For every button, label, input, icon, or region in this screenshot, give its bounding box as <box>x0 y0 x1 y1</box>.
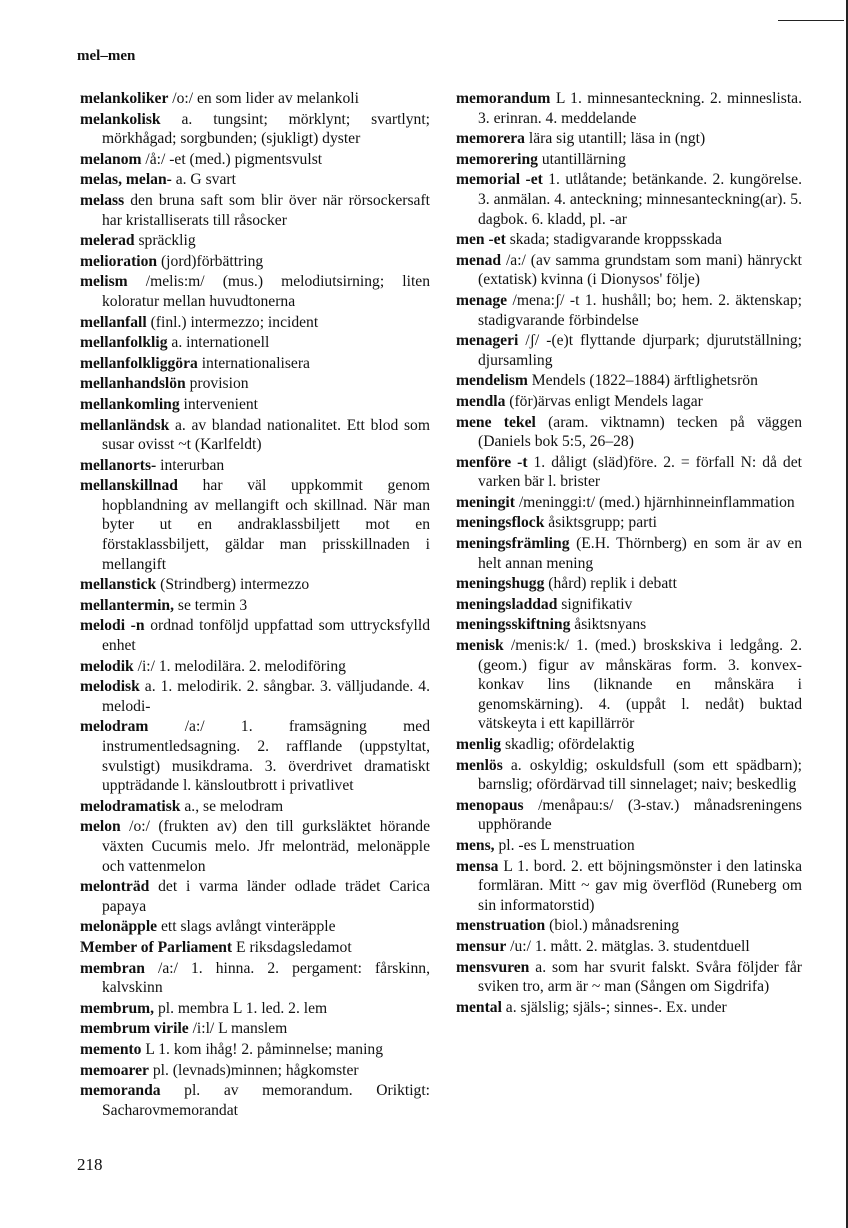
entry-headword: mellanhandslön <box>80 375 186 393</box>
entry-headword: melanom <box>80 150 142 168</box>
entry-headword: memoranda <box>80 1082 161 1100</box>
entry-headword: mellanfolklig <box>80 334 168 352</box>
entry-definition: intervenient <box>179 395 259 413</box>
right-column <box>456 89 802 1018</box>
dictionary-entry <box>80 1019 430 1039</box>
dictionary-entry <box>456 958 802 997</box>
entry-definition: a. 1. melodirik. 2. sångbar. 3. välljudande. 4. melodi- <box>102 678 430 715</box>
entry-headword: mensa <box>456 857 499 875</box>
entry-headword: menad <box>456 251 502 269</box>
dictionary-entry <box>80 999 430 1019</box>
dictionary-entry <box>456 413 802 452</box>
entry-headword: melass <box>80 191 125 209</box>
entry-definition: det i varma länder odlade trädet Carica papaya <box>102 878 430 915</box>
entry-definition: L 1. bord. 2. ett böjningsmönster i den latinska formläran. Mitt ~ gav mig överflöd (Runeberg om sin informatorstid) <box>478 857 802 914</box>
entry-headword: mensur <box>456 937 507 955</box>
dictionary-entry <box>80 252 430 272</box>
entry-headword: mendelism <box>456 372 528 390</box>
entry-headword: meningit <box>456 493 515 511</box>
entry-definition: internationalisera <box>197 354 310 372</box>
dictionary-entry <box>456 371 802 391</box>
dictionary-entry <box>80 1081 430 1120</box>
entry-headword: meningsflock <box>456 514 545 532</box>
entry-headword: menisk <box>456 637 504 655</box>
entry-definition: (för)ärvas enligt Mendels lagar <box>505 392 703 410</box>
entry-definition: a. av blandad nationalitet. Ett blod som susar ovisst ~t (Karlfeldt) <box>102 416 430 454</box>
dictionary-entry <box>456 513 802 533</box>
dictionary-entry <box>80 272 430 311</box>
entry-headword: memoarer <box>80 1061 149 1079</box>
entry-definition: se termin 3 <box>173 596 248 614</box>
dictionary-entry <box>80 170 430 190</box>
entry-definition: ett slags avlångt vinteräpple <box>157 918 336 936</box>
entry-definition: a. internationell <box>167 334 270 352</box>
entry-definition: (finl.) intermezzo; incident <box>146 313 319 331</box>
dictionary-entry <box>80 817 430 876</box>
entry-definition: ordnad tonföljd uppfattad som uttrycksfylld enhet <box>102 617 431 655</box>
dictionary-entry <box>456 636 802 734</box>
entry-headword: melodramatisk <box>80 797 181 815</box>
entry-definition: åsiktsgrupp; parti <box>544 514 657 532</box>
entry-headword: meningsladdad <box>456 595 558 613</box>
dictionary-entry <box>456 230 802 250</box>
dictionary-entry <box>80 110 430 149</box>
entry-definition: (E.H. Thörnberg) en som är av en helt annan mening <box>478 535 802 572</box>
left-column <box>80 89 430 1121</box>
dictionary-entry <box>80 150 430 170</box>
entry-definition: /meninggi:t/ (med.) hjärnhinneinflammation <box>514 493 795 511</box>
entry-definition: signifikativ <box>557 595 633 613</box>
dictionary-entry <box>80 938 430 958</box>
entry-headword: melodi -n <box>80 617 145 635</box>
entry-headword: melonäpple <box>80 918 158 936</box>
dictionary-entry <box>80 717 430 795</box>
entry-definition: /melis:m/ (mus.) melodiutsirning; liten koloratur mellan huvudtonerna <box>102 273 430 310</box>
dictionary-entry <box>456 998 802 1018</box>
entry-headword: melodram <box>80 718 149 736</box>
dictionary-entry <box>80 416 430 455</box>
dictionary-entry <box>80 231 430 251</box>
entry-headword: melankolisk <box>80 110 161 128</box>
entry-headword: memorering <box>456 150 538 168</box>
entry-headword: melas, melan- <box>80 171 172 189</box>
entry-definition: spräcklig <box>134 232 196 250</box>
entry-definition: a. själslig; själs-; sinnes-. Ex. under <box>501 998 727 1016</box>
entry-definition: L 1. kom ihåg! 2. påminnelse; maning <box>141 1040 383 1058</box>
entry-headword: memorera <box>456 130 525 148</box>
entry-definition: åsiktsnyans <box>570 616 647 634</box>
entry-definition: /i:l/ L manslem <box>188 1020 288 1038</box>
dictionary-entry <box>456 595 802 615</box>
entry-headword: menstruation <box>456 917 546 935</box>
entry-definition: /a:/ (av samma grundstam som mani) hänryckt (extatisk) kvinna (i Dionysos' följe) <box>478 251 802 289</box>
dictionary-entry <box>456 150 802 170</box>
entry-definition: E riksdagsledamot <box>232 938 352 956</box>
entry-headword: mens, <box>456 836 495 854</box>
entry-headword: mene tekel <box>456 413 536 431</box>
dictionary-entry <box>80 657 430 677</box>
dictionary-entry <box>80 1040 430 1060</box>
entry-definition: interurban <box>156 456 225 474</box>
entry-definition: /a:/ 1. framsägning med instrumentledsagning. 2. rafflande (uppstyltat, svulstigt) musikdrama. 3. överdrivet dramatiskt uppträdande l. känsloutbrott i privatlivet <box>102 718 430 795</box>
dictionary-entry <box>456 331 802 370</box>
dictionary-entry <box>80 333 430 353</box>
entry-headword: melon <box>80 818 121 836</box>
entry-definition: den bruna saft som blir över när rörsockersaft har kristalliserats till råsocker <box>102 191 430 229</box>
dictionary-entry <box>80 677 430 716</box>
entry-definition: a. tungsint; mörklynt; svartlynt; mörkhågad; sorgbunden; (sjukligt) dyster <box>102 110 430 148</box>
entry-headword: melodik <box>80 657 134 675</box>
dictionary-entry <box>456 453 802 492</box>
entry-definition: Mendels (1822–1884) ärftlighetsrön <box>527 372 758 390</box>
entry-definition: pl. membra L 1. led. 2. lem <box>154 999 328 1017</box>
entry-definition: /i:/ 1. melodilära. 2. melodiföring <box>133 657 346 675</box>
entry-definition: (aram. viktnamn) tecken på väggen (Daniels bok 5:5, 26–28) <box>478 413 802 451</box>
entry-definition: (Strindberg) intermezzo <box>156 576 310 594</box>
entry-definition: /menåpau:s/ (3-stav.) månadsreningens upphörande <box>478 796 802 834</box>
entry-definition: /å:/ -et (med.) pigmentsvulst <box>141 150 323 168</box>
dictionary-entry <box>456 836 802 856</box>
entry-definition: L 1. minnesanteckning. 2. minneslista. 3. erinran. 4. meddelande <box>478 90 802 127</box>
entry-headword: mendla <box>456 392 506 410</box>
entry-definition: /o:/ (frukten av) den till gurksläktet hörande växten Cucumis melo. Jfr melonträd, melonäpple och vattenmelon <box>102 818 430 875</box>
entry-definition: pl. (levnads)minnen; hågkomster <box>148 1061 359 1079</box>
entry-definition: har väl uppkommit genom hopblandning av mellangift och skillnad. När man byter ut en andraklassbiljett mot en förstaklassbiljett, gäldar man prisskillnaden i mellangift <box>102 477 430 573</box>
entry-headword: mellanfall <box>80 313 147 331</box>
running-head: mel–men <box>77 48 136 64</box>
entry-headword: mellantermin, <box>80 596 174 614</box>
entry-definition: provision <box>185 375 249 393</box>
entry-headword: mellanskillnad <box>80 477 178 495</box>
entry-headword: meningsskiftning <box>456 616 571 634</box>
entry-headword: menage <box>456 291 508 309</box>
entry-headword: mellanstick <box>80 576 157 594</box>
entry-headword: melism <box>80 273 128 291</box>
dictionary-entry <box>80 917 430 937</box>
entry-definition: (jord)förbättring <box>157 252 264 270</box>
entry-definition: 1. utlåtande; betänkande. 2. kungörelse. 3. anmälan. 4. anteckning; minnesanteckning(ar). 5. dagbok. 6. kladd, pl. -ar <box>478 171 802 228</box>
dictionary-entry <box>456 89 802 128</box>
entry-headword: mellankomling <box>80 395 180 413</box>
dictionary-entry <box>456 129 802 149</box>
dictionary-entry <box>80 191 430 230</box>
entry-definition: (hård) replik i debatt <box>544 575 677 593</box>
dictionary-entry <box>456 251 802 290</box>
entry-headword: menopaus <box>456 796 524 814</box>
dictionary-entry <box>456 735 802 755</box>
entry-definition: skada; stadigvarande kroppsskada <box>505 231 722 249</box>
dictionary-entry <box>80 374 430 394</box>
entry-definition: skadlig; ofördelaktig <box>501 736 635 753</box>
entry-definition: (biol.) månadsrening <box>545 917 680 935</box>
entry-headword: mellanländsk <box>80 416 170 434</box>
entry-definition: a. oskyldig; oskuldsfull (som ett spädbarn); barnslig; ofördärvad till sinnelaget; naiv; beskedlig <box>478 756 802 794</box>
entry-headword: men -et <box>456 231 506 249</box>
entry-headword: membrum, <box>80 999 155 1017</box>
dictionary-entry <box>80 877 430 916</box>
dictionary-entry <box>80 395 430 415</box>
dictionary-entry <box>80 354 430 374</box>
dictionary-entry <box>456 493 802 513</box>
entry-headword: mental <box>456 998 502 1016</box>
entry-definition: 1. dåligt (släd)före. 2. = förfall N: då det varken bär l. brister <box>478 453 802 491</box>
dictionary-entry <box>80 1061 430 1081</box>
dictionary-entry <box>456 937 802 957</box>
dictionary-entry <box>456 291 802 330</box>
entry-headword: menföre -t <box>456 453 528 471</box>
dictionary-entry <box>456 857 802 916</box>
entry-headword: melioration <box>80 252 158 270</box>
entry-headword: memorial -et <box>456 171 543 189</box>
entry-headword: membrum virile <box>80 1020 189 1038</box>
dictionary-entry <box>80 476 430 574</box>
entry-headword: menlös <box>456 756 503 774</box>
entry-definition: /menis:k/ 1. (med.) broskskiva i ledgång. 2. (geom.) figur av månskäras form. 3. konvex-konkav lins (liknande en månskära i genomskärning). 4. (uppåt l. nedåt) buktad vätskeyta i ett kapillärrör <box>478 637 802 733</box>
entry-definition: lära sig utantill; läsa in (ngt) <box>524 130 706 148</box>
entry-headword: memorandum <box>456 90 551 107</box>
dictionary-entry <box>80 313 430 333</box>
top-rule <box>778 20 844 21</box>
dictionary-entry <box>80 596 430 616</box>
dictionary-entry <box>456 170 802 229</box>
entry-definition: a. som har svurit falskt. Svåra följder får sviken tro, arm är ~ man (Sången om Sigdrifa) <box>478 958 802 996</box>
entry-headword: menlig <box>456 736 502 753</box>
page-number: 218 <box>77 1155 103 1174</box>
dictionary-entry <box>456 574 802 594</box>
dictionary-entry <box>456 796 802 835</box>
entry-headword: mensvuren <box>456 958 530 976</box>
entry-headword: melerad <box>80 232 135 250</box>
dictionary-entry <box>80 616 430 655</box>
entry-headword: melonträd <box>80 878 150 896</box>
dictionary-entry <box>456 916 802 936</box>
entry-headword: memento <box>80 1040 142 1058</box>
entry-headword: meningshugg <box>456 575 545 593</box>
dictionary-entry <box>456 756 802 795</box>
dictionary-entry <box>456 615 802 635</box>
entry-definition: a., se melodram <box>180 797 284 815</box>
entry-headword: melodisk <box>80 678 140 696</box>
entry-definition: utantillärning <box>537 150 626 168</box>
entry-headword: Member of Parliament <box>80 938 233 956</box>
entry-definition: /o:/ en som lider av melankoli <box>168 90 359 107</box>
entry-headword: membran <box>80 959 145 977</box>
entry-definition: pl. -es L menstruation <box>494 836 635 854</box>
entry-definition: /mena:ʃ/ -t 1. hushåll; bo; hem. 2. äktenskap; stadigvarande förbindelse <box>478 291 802 329</box>
entry-headword: mellanorts- <box>80 456 157 474</box>
entry-definition: /u:/ 1. mått. 2. mätglas. 3. studentduell <box>506 937 750 955</box>
dictionary-entry <box>80 797 430 817</box>
entry-definition: a. G svart <box>171 171 236 189</box>
dictionary-entry <box>80 959 430 998</box>
entry-headword: mellanfolkliggöra <box>80 354 198 372</box>
dictionary-entry <box>456 392 802 412</box>
entry-definition: /a:/ 1. hinna. 2. pergament: fårskinn, kalvskinn <box>102 959 430 997</box>
entry-definition: /ʃ/ -(e)t flyttande djurpark; djurutställning; djursamling <box>478 332 802 369</box>
entry-headword: meningsfrämling <box>456 535 570 553</box>
entry-headword: menageri <box>456 332 519 350</box>
dictionary-entry <box>456 534 802 573</box>
dictionary-entry <box>80 456 430 476</box>
dictionary-entry <box>80 575 430 595</box>
entry-definition: pl. av memorandum. Oriktigt: Sacharovmemorandat <box>102 1082 430 1119</box>
entry-headword: melankoliker <box>80 90 169 107</box>
dictionary-entry <box>80 89 430 109</box>
